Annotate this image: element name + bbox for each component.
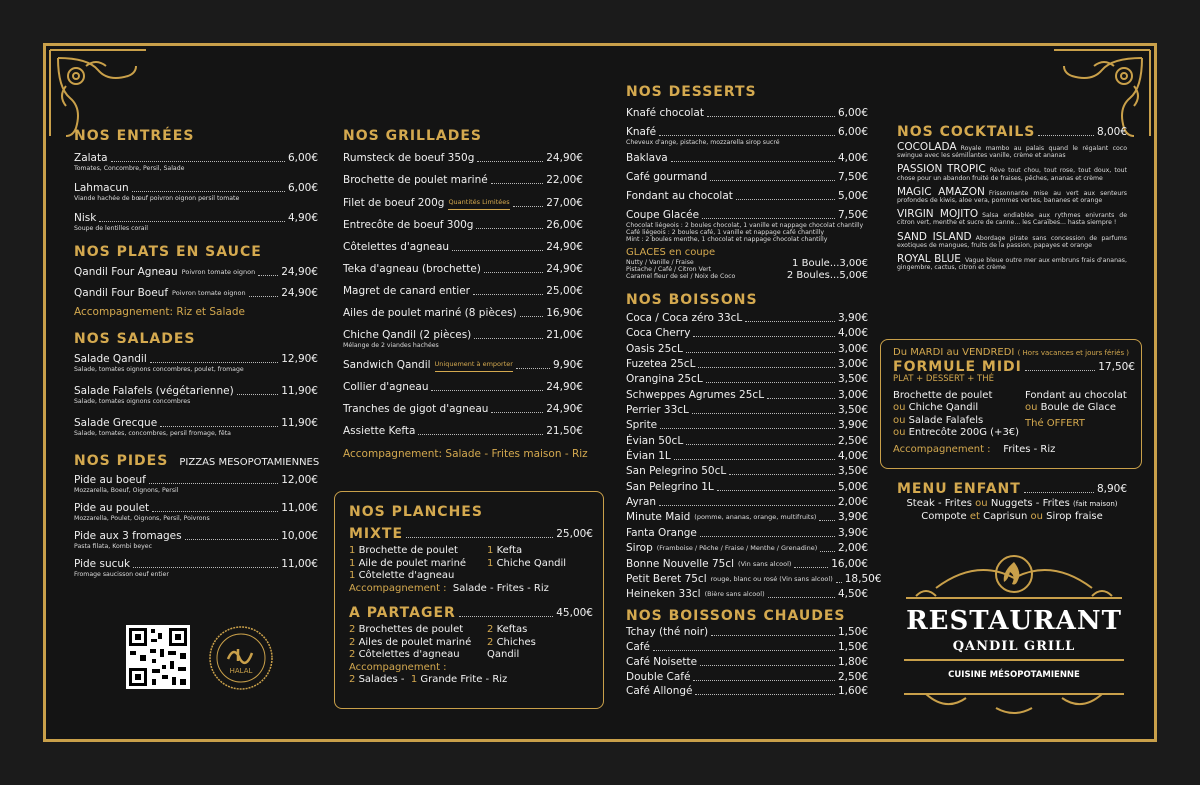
glace-flavor: Caramel fleur de sel / Noix de Coco bbox=[626, 273, 736, 280]
menu-item bbox=[626, 572, 882, 586]
item-description: Mozzarella, Boeuf, Oignons, Persil bbox=[74, 487, 179, 494]
menu-item bbox=[74, 182, 318, 202]
item-price: 4,50€ bbox=[837, 588, 868, 601]
menu-item bbox=[626, 171, 868, 184]
menu-item bbox=[343, 403, 583, 416]
cocktails-price: 8,00€ bbox=[1096, 126, 1127, 138]
item-price: 24,90€ bbox=[546, 241, 583, 253]
item-price: 3,00€ bbox=[837, 342, 868, 355]
item-name: Magret de canard entier bbox=[343, 285, 470, 297]
item-name: Double Café bbox=[626, 670, 691, 683]
cocktail-item bbox=[897, 253, 1127, 272]
column-3 bbox=[626, 84, 882, 698]
cocktail-name: COCOLADA bbox=[897, 141, 957, 153]
menu-item bbox=[626, 527, 868, 540]
item-name: Pide aux 3 fromages bbox=[74, 530, 182, 542]
menu-item bbox=[626, 685, 868, 698]
menu-item bbox=[626, 435, 868, 448]
enfant-title: MENU ENFANT bbox=[897, 481, 1021, 497]
enfant-line-1: Steak - Frites ou Nuggets - Frites (fait maison) bbox=[906, 498, 1118, 509]
menu-item bbox=[343, 219, 583, 232]
item-price: 6,00€ bbox=[287, 152, 318, 164]
item-description: Viande hachée de bœuf poivron oignon persil tomate bbox=[74, 195, 240, 202]
item-price: 24,90€ bbox=[281, 266, 318, 278]
mixte-items bbox=[349, 545, 593, 583]
item-name: Café bbox=[626, 640, 650, 653]
item-name: Fondant au chocolat bbox=[626, 190, 733, 202]
item-name: Knafé chocolat bbox=[626, 107, 704, 119]
glaces-label: GLACES en coupe bbox=[626, 247, 716, 258]
item-price: 1,50€ bbox=[837, 640, 868, 653]
menu-item bbox=[626, 588, 868, 601]
item-name: Sprite bbox=[626, 419, 658, 432]
item-name: Chiche Qandil (2 pièces) bbox=[343, 329, 472, 341]
cocktail-name: PASSION TROPIC bbox=[897, 163, 986, 176]
mixte-price: 25,00€ bbox=[556, 528, 593, 540]
pides-header bbox=[74, 450, 318, 469]
chaudes-list bbox=[626, 626, 868, 698]
item-price: 1,60€ bbox=[837, 685, 868, 698]
menu-item bbox=[626, 558, 868, 571]
cocktails-header bbox=[897, 126, 1127, 139]
item-name: Schweppes Agrumes 25cL bbox=[626, 388, 765, 401]
menu-item bbox=[626, 389, 868, 402]
formule-title: FORMULE MIDI bbox=[893, 358, 1022, 375]
item-description: Salade, tomates, concombres, persil fromage, fêta bbox=[74, 430, 231, 437]
cocktail-description: Salsa endiablée aux rythmes enivrants de citron vert, menthe et sucre de canne... les Caraïbes... hasta siempre ! bbox=[897, 212, 1127, 227]
cocktail-name: MAGIC AMAZON bbox=[897, 185, 985, 198]
boissons-list bbox=[626, 312, 882, 601]
item-name: Ailes de poulet mariné (8 pièces) bbox=[343, 307, 517, 319]
item-price: 4,00€ bbox=[837, 152, 868, 164]
menu-item bbox=[626, 373, 868, 386]
item-price: 11,90€ bbox=[281, 417, 318, 429]
item-name: Heineken 33cl bbox=[626, 588, 701, 601]
item-name: Ayran bbox=[626, 496, 657, 509]
menu-item bbox=[74, 558, 318, 578]
menu-item bbox=[626, 671, 868, 684]
item-price: 22,00€ bbox=[546, 174, 583, 186]
item-name: Rumsteck de boeuf 350g bbox=[343, 152, 475, 164]
item-price: 21,00€ bbox=[546, 329, 583, 341]
item-note: (Vin sans alcool) bbox=[738, 559, 792, 568]
item-price: 4,00€ bbox=[837, 450, 868, 463]
formule-options: Brochette de poulet ou Chiche Qandil ou Salade Falafels ou Entrecôte 200G (+3€) Fondant au chocolat ou Boule de Glace Thé OFFERT bbox=[893, 389, 1127, 438]
mixte-row bbox=[349, 528, 593, 541]
item-description: Café liégeois : 2 boules café, 1 vanille et nappage café chantilly bbox=[626, 229, 825, 236]
item-name: Knafé bbox=[626, 126, 657, 138]
desserts-list bbox=[626, 107, 868, 243]
item-price: 2,50€ bbox=[837, 434, 868, 447]
item-price: 27,00€ bbox=[546, 197, 583, 209]
restaurant-subname: QANDIL GRILL bbox=[952, 639, 1076, 654]
item-name: Zalata bbox=[74, 152, 108, 164]
item-price: 6,00€ bbox=[837, 126, 868, 138]
menu-item bbox=[343, 329, 583, 349]
menu-enfant bbox=[897, 483, 1127, 523]
item-name: Café Noisette bbox=[626, 655, 698, 668]
item-price: 26,00€ bbox=[546, 219, 583, 231]
item-price: 24,90€ bbox=[546, 152, 583, 164]
cocktail-description: Rêve tout chou, tout rose, tout doux, tout chose pour un abandon fruité de fraises, pêches, ananas et crème bbox=[897, 167, 1127, 182]
sauce-title: NOS PLATS EN SAUCE bbox=[74, 244, 262, 260]
item-price: 11,00€ bbox=[281, 502, 318, 514]
item-name: Salade Falafels (végétarienne) bbox=[74, 385, 234, 397]
item-note: Uniquement à emporter bbox=[435, 358, 513, 372]
item-name: Entrecôte de boeuf 300g bbox=[343, 219, 474, 231]
item-description: Mozzarella, Poulet, Oignons, Persil, Poivrons bbox=[74, 515, 210, 522]
menu-item bbox=[74, 417, 318, 437]
chaudes-title: NOS BOISSONS CHAUDES bbox=[626, 608, 846, 625]
menu-item bbox=[74, 502, 318, 522]
menu-item bbox=[626, 190, 868, 203]
sauce-list bbox=[74, 266, 318, 300]
item-name: Petit Beret 75cl bbox=[626, 572, 707, 585]
planche-item: 2 Keftas bbox=[487, 624, 528, 635]
item-name: Salade Grecque bbox=[74, 417, 158, 429]
planche-item: 2 Ailes de poulet mariné bbox=[349, 636, 472, 648]
menu-item bbox=[626, 209, 868, 243]
salades-list bbox=[74, 353, 318, 437]
item-price: 24,90€ bbox=[281, 287, 318, 299]
item-price: 21,50€ bbox=[546, 425, 583, 437]
menu-item bbox=[626, 481, 868, 494]
menu-item bbox=[626, 152, 868, 165]
item-price: 1,50€ bbox=[837, 626, 868, 639]
item-name: Sandwich Qandil bbox=[343, 359, 431, 371]
item-name: Assiette Kefta bbox=[343, 425, 416, 437]
grillades-list bbox=[343, 152, 583, 438]
item-description: Mélange de 2 viandes hachées bbox=[343, 342, 439, 349]
item-name: Tranches de gigot d'agneau bbox=[343, 403, 489, 415]
item-name: Qandil Four Agneau bbox=[74, 266, 178, 278]
item-name: Pide au boeuf bbox=[74, 474, 146, 486]
item-name: Évian 1L bbox=[626, 450, 671, 463]
restaurant-tagline: CUISINE MÉSOPOTAMIENNE bbox=[948, 670, 1080, 680]
halal-text: HALAL bbox=[229, 667, 253, 675]
item-name: Évian 50cL bbox=[626, 434, 684, 447]
item-price: 5,00€ bbox=[837, 190, 868, 202]
menu-item bbox=[343, 152, 583, 165]
item-price: 24,90€ bbox=[546, 381, 583, 393]
item-price: 24,90€ bbox=[546, 403, 583, 415]
item-name: Salade Qandil bbox=[74, 353, 147, 365]
item-note: (Framboise / Pêche / Fraise / Menthe / Grenadine) bbox=[656, 544, 818, 553]
halal-seal bbox=[208, 625, 274, 691]
item-name: Café gourmand bbox=[626, 171, 708, 183]
item-name: Coca / Coca zéro 33cL bbox=[626, 312, 743, 324]
glace-flavor: Nutty / Vanille / Fraise bbox=[626, 259, 694, 266]
item-name: San Pelegrino 1L bbox=[626, 480, 714, 493]
planche-item: Qandil bbox=[487, 649, 520, 660]
grillades-accompaniment: Accompagnement: Salade - Frites maison - Riz bbox=[343, 448, 588, 460]
item-name: Coca Cherry bbox=[626, 327, 691, 340]
item-price: 3,00€ bbox=[837, 358, 868, 371]
item-price: 7,50€ bbox=[837, 171, 868, 183]
item-note: (pomme, ananas, orange, multifruits) bbox=[694, 513, 817, 522]
column-1 bbox=[74, 128, 318, 578]
menu-item bbox=[74, 152, 318, 172]
item-name: Fuzetea 25cL bbox=[626, 358, 696, 371]
menu-item bbox=[343, 307, 583, 320]
item-name: Lahmacun bbox=[74, 182, 129, 194]
item-price: 6,00€ bbox=[837, 107, 868, 119]
menu-item bbox=[74, 530, 318, 550]
glaces-price-2: 2 Boules...5,00€ bbox=[786, 270, 868, 281]
item-name: Pide sucuk bbox=[74, 558, 131, 570]
menu-item bbox=[343, 285, 583, 298]
cocktail-item bbox=[897, 208, 1127, 227]
item-description: Mint : 2 boules menthe, 1 chocolat et nappage chocolat chantilly bbox=[626, 236, 828, 243]
item-price: 2,00€ bbox=[837, 496, 868, 509]
item-name: Sirop bbox=[626, 542, 653, 555]
partager-price: 45,00€ bbox=[556, 607, 593, 619]
formule-subtitle: PLAT + DESSERT + THÉ bbox=[893, 373, 994, 384]
menu-item bbox=[626, 450, 868, 463]
menu-item bbox=[626, 641, 868, 654]
item-name: Bonne Nouvelle 75cl bbox=[626, 557, 735, 570]
item-description: Salade, tomates oignons concombres bbox=[74, 398, 191, 405]
item-price: 5,00€ bbox=[837, 480, 868, 493]
menu-item bbox=[343, 381, 583, 394]
item-price: 3,90€ bbox=[837, 526, 868, 539]
enfant-price: 8,90€ bbox=[1096, 483, 1127, 495]
planche-item: 2 Côtelettes d'agneau bbox=[349, 649, 460, 660]
menu-item bbox=[74, 212, 318, 232]
column-4 bbox=[897, 126, 1127, 271]
item-price: 25,00€ bbox=[546, 285, 583, 297]
item-price: 3,50€ bbox=[837, 373, 868, 386]
item-note: Quantités Limitées bbox=[448, 196, 509, 210]
cocktail-name: VIRGIN MOJITO bbox=[897, 208, 979, 221]
column-2 bbox=[343, 128, 588, 460]
item-price: 16,90€ bbox=[546, 307, 583, 319]
item-price: 3,50€ bbox=[837, 465, 868, 478]
item-name: Brochette de poulet mariné bbox=[343, 174, 488, 186]
menu-item bbox=[626, 327, 868, 340]
menu-item bbox=[626, 358, 868, 371]
item-price: 16,00€ bbox=[831, 557, 868, 570]
menu-item bbox=[626, 511, 868, 524]
menu-item bbox=[626, 419, 868, 432]
cocktail-description: Frissonnante mise au vert aux senteurs profondes de kiwis, aloe vera, pommes vertes, bananes et orange bbox=[897, 189, 1128, 205]
planche-item: 1 Kefta bbox=[487, 545, 523, 556]
cocktail-item bbox=[897, 163, 1127, 182]
item-description: Fromage saucisson oeuf entier bbox=[74, 571, 169, 578]
item-name: Teka d'agneau (brochette) bbox=[343, 263, 481, 275]
item-description: Pasta filata, Kombi beyec bbox=[74, 543, 152, 550]
item-price: 12,00€ bbox=[281, 474, 318, 486]
enfant-header bbox=[897, 483, 1127, 496]
qr-code[interactable] bbox=[126, 625, 190, 689]
pides-subtitle: PIZZAS MESOPOTAMIENNES bbox=[179, 457, 320, 468]
item-price: 4,90€ bbox=[287, 212, 318, 224]
menu-item bbox=[343, 358, 583, 372]
item-price: 18,50€ bbox=[844, 572, 882, 585]
cocktail-name: ROYAL BLUE bbox=[897, 253, 961, 266]
item-price: 6,00€ bbox=[287, 182, 318, 194]
item-price: 3,50€ bbox=[837, 404, 868, 417]
partager-items bbox=[349, 624, 593, 662]
menu-item bbox=[343, 196, 583, 210]
item-price: 3,90€ bbox=[837, 511, 868, 524]
menu-item bbox=[74, 353, 318, 373]
cocktail-item bbox=[897, 141, 1127, 160]
partager-row bbox=[349, 607, 593, 620]
planche-item: 1 Chiche Qandil bbox=[487, 557, 567, 569]
menu-item bbox=[626, 542, 868, 555]
boissons-title: NOS BOISSONS bbox=[626, 292, 758, 308]
item-name: Fanta Orange bbox=[626, 526, 697, 539]
menu-item bbox=[626, 312, 868, 325]
planche-item: 2 Chiches bbox=[487, 636, 536, 648]
menu-item bbox=[343, 241, 583, 254]
menu-item bbox=[343, 174, 583, 187]
item-price: 2,50€ bbox=[837, 670, 868, 683]
item-name: Oasis 25cL bbox=[626, 342, 683, 355]
menu-item bbox=[74, 385, 318, 405]
entrees-list bbox=[74, 152, 318, 232]
item-note: Poivron tomate oignon bbox=[172, 289, 246, 297]
item-name: Coupe Glacée bbox=[626, 209, 700, 221]
glace-flavor: Pistache / Café / Citron Vert bbox=[626, 266, 712, 273]
item-note: (Bière sans alcool) bbox=[704, 590, 765, 599]
item-description: Soupe de lentilles corail bbox=[74, 225, 149, 232]
item-description: Salade, tomates oignons concombres, poulet, fromage bbox=[74, 366, 244, 373]
menu-item bbox=[343, 263, 583, 276]
partager-accompaniment: 2 Salades - 1 Grande Frite - Riz bbox=[349, 674, 508, 685]
pides-title: NOS PIDES bbox=[74, 453, 169, 469]
cocktail-item bbox=[897, 230, 1127, 249]
item-price: 11,90€ bbox=[281, 385, 318, 397]
formule-box bbox=[880, 339, 1142, 469]
menu-item bbox=[74, 266, 318, 279]
pides-list bbox=[74, 474, 318, 578]
item-price: 2,00€ bbox=[837, 542, 868, 555]
glaces-block bbox=[626, 258, 868, 282]
menu-item bbox=[626, 343, 868, 356]
item-price: 9,90€ bbox=[552, 359, 583, 371]
item-name: Nisk bbox=[74, 212, 97, 224]
item-price: 3,90€ bbox=[837, 312, 868, 324]
menu-item bbox=[626, 626, 868, 639]
menu-item bbox=[626, 126, 868, 146]
planche-item: 1 Aile de poulet mariné bbox=[349, 557, 467, 569]
salades-title: NOS SALADES bbox=[74, 331, 196, 347]
item-name: Pide au poulet bbox=[74, 502, 150, 514]
item-price: 4,00€ bbox=[837, 327, 868, 340]
item-price: 24,90€ bbox=[546, 263, 583, 275]
item-note: rouge, blanc ou rosé (Vin sans alcool) bbox=[710, 574, 833, 583]
item-name: Perrier 33cL bbox=[626, 404, 689, 417]
planche-item: 1 Brochette de poulet bbox=[349, 545, 458, 556]
cocktails-list bbox=[897, 141, 1128, 272]
formule-price: 17,50€ bbox=[1098, 360, 1135, 373]
item-name: Qandil Four Boeuf bbox=[74, 287, 169, 299]
menu-item bbox=[626, 496, 868, 509]
glaces-price-1: 1 Boule...3,00€ bbox=[792, 258, 868, 269]
item-name: Minute Maid bbox=[626, 511, 691, 524]
item-name: Café Allongé bbox=[626, 685, 693, 698]
item-price: 11,00€ bbox=[281, 558, 318, 570]
cocktail-description: Abordage pirate sans concession de parfums exotiques de mangues, fruits de la passion, papayes et orange bbox=[897, 234, 1127, 249]
cocktail-item bbox=[897, 185, 1128, 205]
item-name: Baklava bbox=[626, 152, 668, 164]
cocktails-title: NOS COCKTAILS bbox=[897, 124, 1036, 140]
item-price: 7,50€ bbox=[837, 209, 868, 221]
item-description: Cheveux d'ange, pistache, mozzarella sirop sucré bbox=[626, 139, 780, 146]
item-price: 3,00€ bbox=[837, 388, 868, 401]
item-price: 1,80€ bbox=[837, 655, 868, 668]
planches-box bbox=[334, 491, 604, 709]
cocktail-name: SAND ISLAND bbox=[897, 230, 972, 243]
formule-header bbox=[893, 358, 1135, 375]
restaurant-logo bbox=[896, 548, 1132, 718]
menu-item bbox=[343, 425, 583, 438]
item-name: Filet de boeuf 200g bbox=[343, 197, 445, 209]
item-name: Collier d'agneau bbox=[343, 381, 429, 393]
menu-item bbox=[626, 404, 868, 417]
restaurant-name: RESTAURANT bbox=[906, 606, 1122, 636]
mixte-label: MIXTE bbox=[349, 526, 404, 542]
item-name: San Pelegrino 50cL bbox=[626, 465, 727, 478]
formule-days: Du MARDI au VENDREDI ( Hors vacances et jours fériés ) bbox=[893, 347, 1130, 358]
mixte-accompaniment: Accompagnement : Salade - Frites - Riz bbox=[349, 582, 549, 594]
item-name: Tchay (thé noir) bbox=[626, 626, 709, 639]
menu-item bbox=[626, 656, 868, 669]
menu-item bbox=[626, 465, 868, 478]
planche-item: 2 Brochettes de poulet bbox=[349, 624, 464, 635]
item-name: Orangina 25cL bbox=[626, 373, 703, 386]
item-description: Chocolat liégeois : 2 boules chocolat, 1 vanille et nappage chocolat chantilly bbox=[626, 222, 864, 229]
menu-item bbox=[74, 474, 318, 494]
planche-item: 1 Côtelette d'agneau bbox=[349, 570, 455, 581]
sauce-accompaniment: Accompagnement: Riz et Salade bbox=[74, 306, 245, 318]
partager-label: A PARTAGER bbox=[349, 605, 456, 621]
enfant-line-2: Compote et Caprisun ou Sirop fraise bbox=[921, 510, 1103, 522]
formule-accompaniment: Accompagnement : Frites - Riz bbox=[893, 443, 1056, 455]
item-price: 10,00€ bbox=[281, 530, 318, 542]
cocktail-description: Vague bleue outre mer aux embruns frais d'ananas, gingembre, cactus, citron et crème bbox=[897, 257, 1127, 272]
item-description: Tomates, Concombre, Persil, Salade bbox=[74, 165, 185, 172]
cocktail-description: Royale mambo au palais quand le régalant coco swingue avec les sémillantes vanille, crème et ananas bbox=[897, 145, 1127, 160]
partager-accompaniment-label: Accompagnement : bbox=[349, 661, 447, 673]
item-name: Côtelettes d'agneau bbox=[343, 241, 450, 253]
item-note: Poivron tomate oignon bbox=[181, 268, 256, 276]
menu-item bbox=[74, 287, 318, 300]
flame-icon bbox=[1004, 562, 1020, 585]
item-price: 3,90€ bbox=[837, 419, 868, 432]
grillades-title: NOS GRILLADES bbox=[343, 128, 482, 144]
entrees-title: NOS ENTRÉES bbox=[74, 128, 195, 144]
menu-item bbox=[626, 107, 868, 120]
item-price: 12,90€ bbox=[281, 353, 318, 365]
planches-title: NOS PLANCHES bbox=[349, 504, 483, 520]
desserts-title: NOS DESSERTS bbox=[626, 84, 757, 100]
